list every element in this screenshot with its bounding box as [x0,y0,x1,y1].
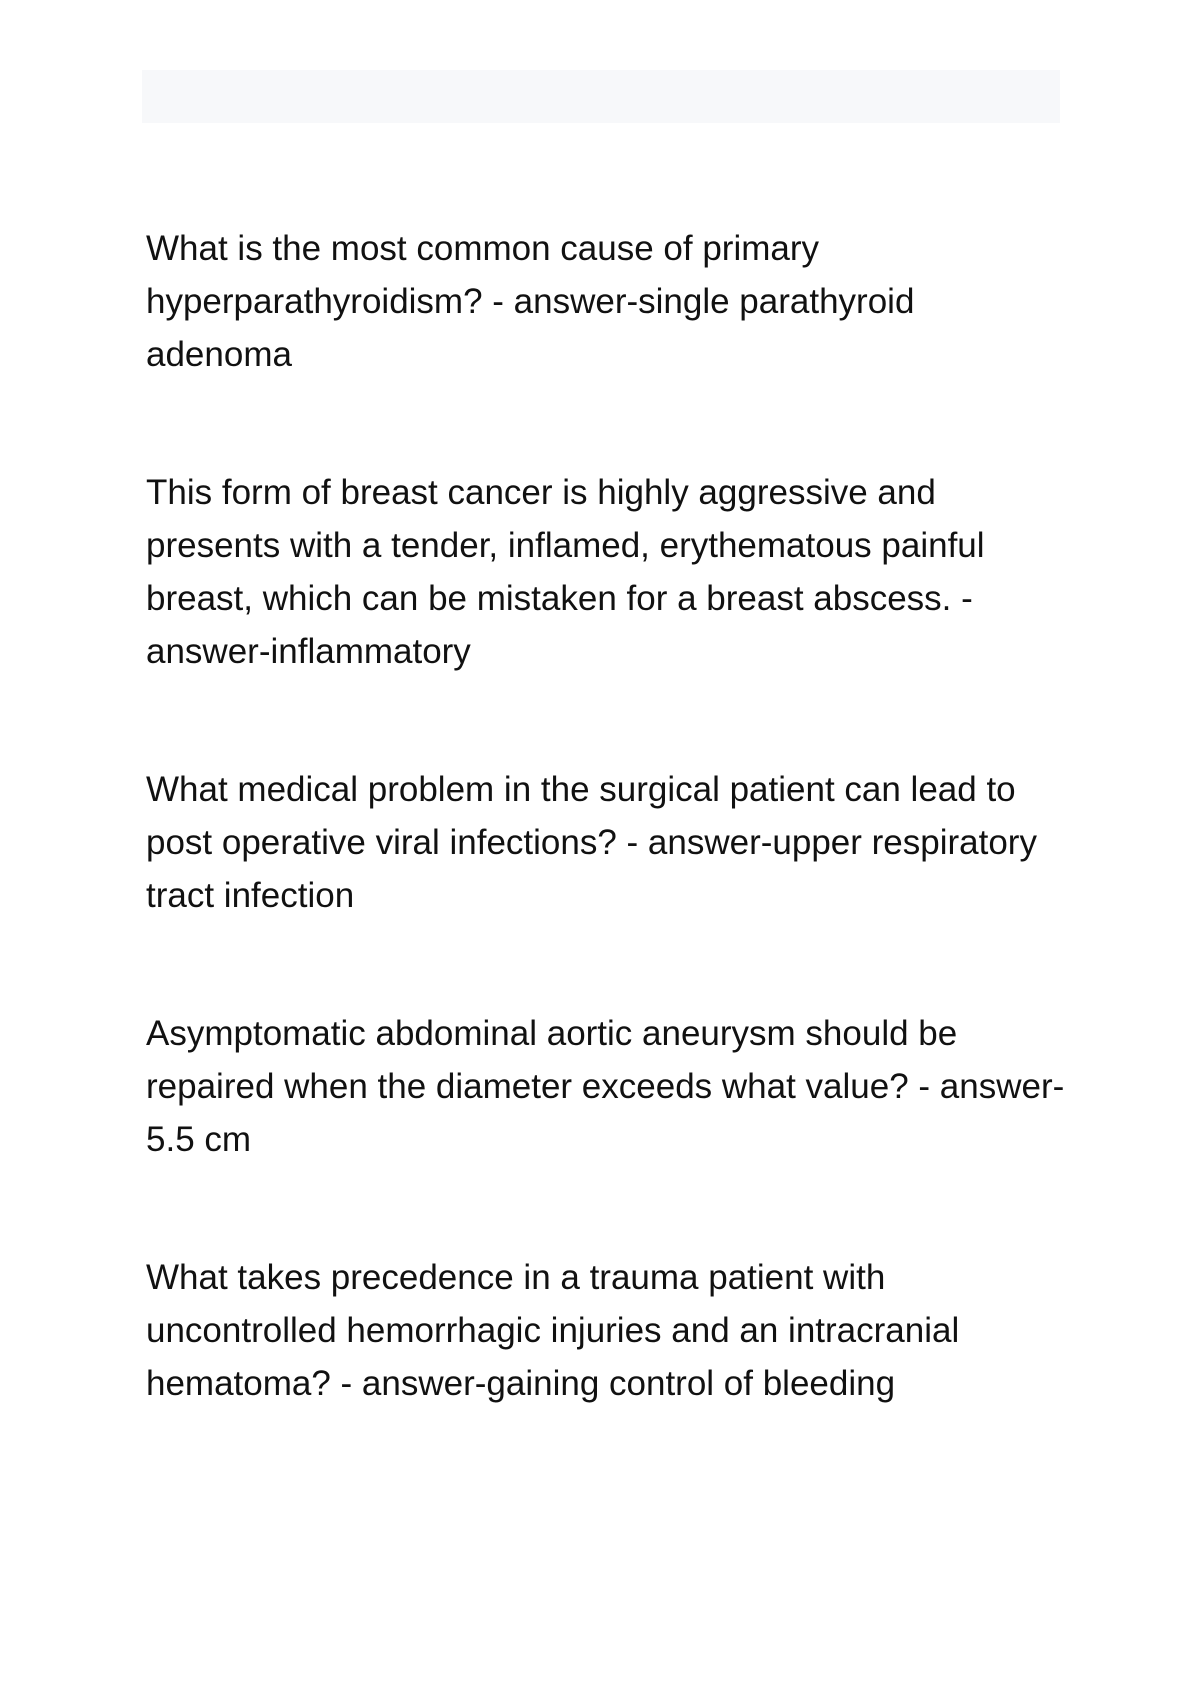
qa-list [146,222,1066,1495]
qa-item-1: What is the most common cause of primary hyperparathyroidism? - answer-single parathyroid adenoma [146,229,915,374]
qa-item-5: What takes precedence in a trauma patient with uncontrolled hemorrhagic injuries and an intracranial hematoma? - answer-gaining control of bleeding [146,1258,960,1403]
qa-item-2: This form of breast cancer is highly aggressive and presents with a tender, inflamed, erythematous painful breast, which can be mistaken for a breast abscess. - answer-inflammatory [146,473,985,671]
qa-item-3: What medical problem in the surgical patient can lead to post operative viral infections? - answer-upper respiratory tract infection [146,770,1037,915]
header-bar [142,70,1060,123]
qa-item-4: Asymptomatic abdominal aortic aneurysm should be repaired when the diameter exceeds what value? - answer-5.5 cm [146,1014,1065,1159]
